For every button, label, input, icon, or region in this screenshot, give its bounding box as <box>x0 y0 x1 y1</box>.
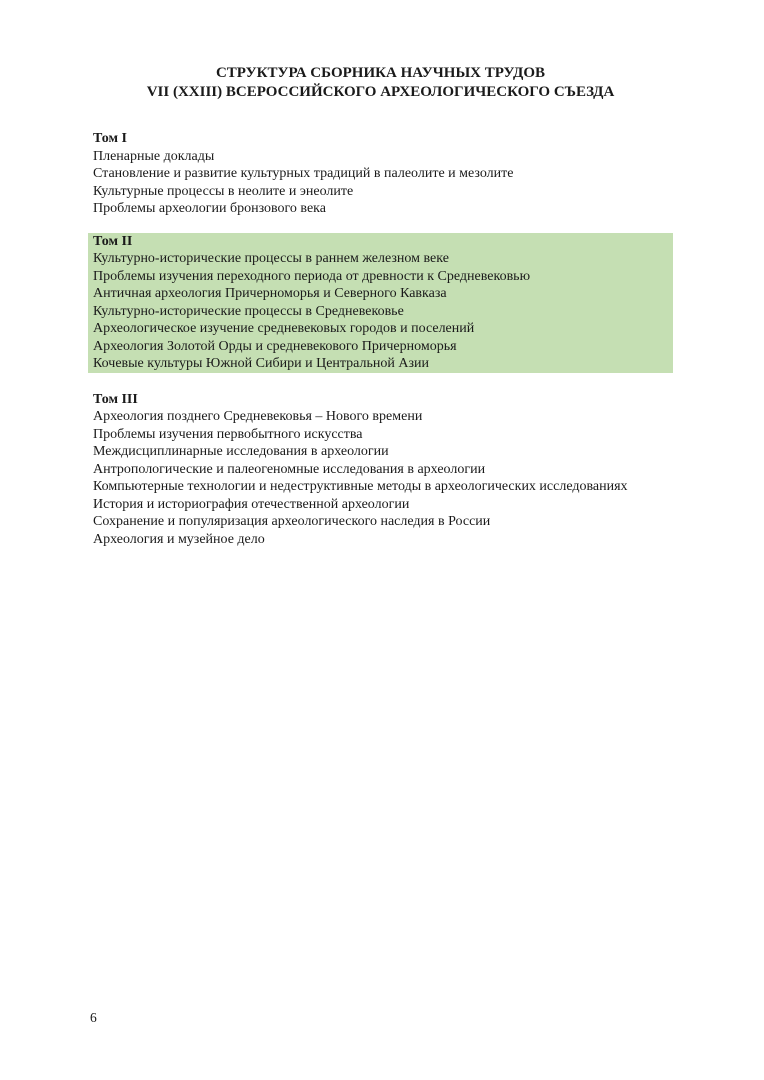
list-item: Археология Золотой Орды и средневекового Причерноморья <box>93 338 457 354</box>
list-item: Археология и музейное дело <box>93 531 265 547</box>
section-header-volume-2: Том II <box>93 233 133 249</box>
list-item: Становление и развитие культурных традиций в палеолите и мезолите <box>93 166 514 181</box>
section-volume-3 <box>93 391 668 549</box>
list-item: Сохранение и популяризация археологического наследия в России <box>93 514 491 529</box>
page-content <box>93 64 668 548</box>
list-item: Культурные процессы в неолите и энеолите <box>93 183 354 199</box>
document-title-line-1: СТРУКТУРА СБОРНИКА НАУЧНЫХ ТРУДОВ <box>215 65 546 81</box>
page-number: 6 <box>90 1010 97 1025</box>
list-item: Междисциплинарные исследования в археологии <box>93 444 389 459</box>
list-item: Культурно-исторические процессы в Средневековье <box>93 303 404 319</box>
list-item: Проблемы изучения переходного периода от древности к Средневековью <box>93 268 531 284</box>
section-volume-1 <box>93 130 668 218</box>
list-item: Кочевые культуры Южной Сибири и Центральной Азии <box>93 356 429 371</box>
list-item: Компьютерные технологии и недеструктивные методы в археологических исследованиях <box>93 479 628 494</box>
list-item: Античная археология Причерноморья и Северного Кавказа <box>93 286 447 301</box>
list-item: Культурно-исторические процессы в раннем железном веке <box>93 251 449 266</box>
list-item: Проблемы археологии бронзового века <box>93 201 326 216</box>
document-title-line-2: VII (XXIII) ВСЕРОССИЙСКОГО АРХЕОЛОГИЧЕСКОГО СЪЕЗДА <box>146 84 615 100</box>
section-volume-2-highlighted <box>88 233 673 373</box>
list-item: История и историография отечественной археологии <box>93 496 410 512</box>
list-item: Проблемы изучения первобытного искусства <box>93 426 363 442</box>
document-title <box>93 64 668 102</box>
list-item: Археология позднего Средневековья – Нового времени <box>93 409 423 424</box>
section-header-volume-1: Том I <box>93 131 127 146</box>
list-item: Антропологические и палеогеномные исследования в археологии <box>93 461 486 477</box>
list-item: Пленарные доклады <box>93 148 215 164</box>
list-item: Археологическое изучение средневековых городов и поселений <box>93 321 475 336</box>
section-header-volume-3: Том III <box>93 391 138 407</box>
